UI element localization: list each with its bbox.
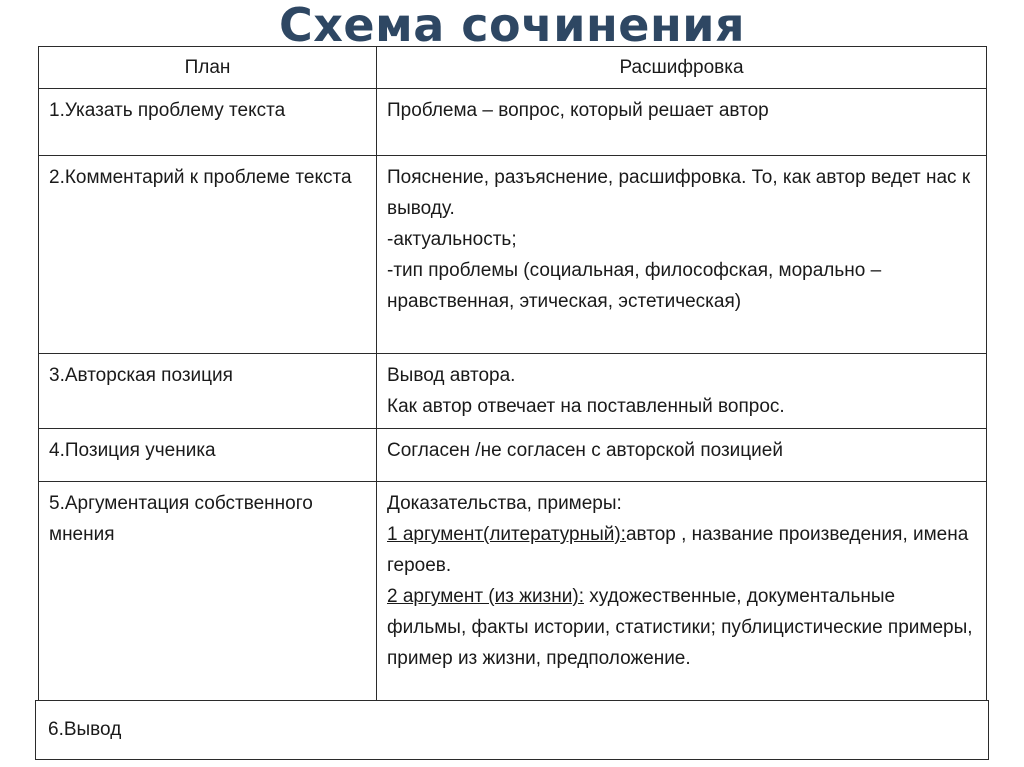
plan-cell-5: 5.Аргументация собственного мнения xyxy=(39,482,377,704)
decoding-cell-2 xyxy=(377,156,987,354)
decoding-line: Вывод автора. xyxy=(387,365,516,386)
table-row xyxy=(39,156,987,354)
decoding-cell-3 xyxy=(377,354,987,429)
table-row xyxy=(39,354,987,429)
decoding-line: Проблема – вопрос, который решает автор xyxy=(387,100,769,121)
argument-2-label: 2 аргумент (из жизни): xyxy=(387,586,584,607)
header-decoding: Расшифровка xyxy=(377,47,987,89)
decoding-cell-1 xyxy=(377,89,987,156)
plan-cell-3: 3.Авторская позиция xyxy=(39,354,377,429)
table-row xyxy=(39,89,987,156)
decoding-intro: Доказательства, примеры: xyxy=(387,493,622,514)
plan-table xyxy=(38,46,987,704)
decoding-cell-5 xyxy=(377,482,987,704)
plan-cell-1: 1.Указать проблему текста xyxy=(39,89,377,156)
decoding-line: Согласен /не согласен с авторской позицией xyxy=(387,440,783,461)
decoding-line: -актуальность; xyxy=(387,229,517,250)
plan-cell-2: 2.Комментарий к проблеме текста xyxy=(39,156,377,354)
decoding-line: Пояснение, разъяснение, расшифровка. То, как автор ведет нас к выводу. xyxy=(387,167,971,219)
decoding-line: Как автор отвечает на поставленный вопрос. xyxy=(387,396,785,417)
decoding-line: -тип проблемы (социальная, философская, морально – нравственная, этическая, эстетическая) xyxy=(387,260,882,312)
argument-2-text: художественные, документальные фильмы, факты истории, статистики; публицистические примеры, пример из жизни, предположение. xyxy=(387,586,973,669)
table-header-row xyxy=(39,47,987,89)
plan-cell-4: 4.Позиция ученика xyxy=(39,429,377,482)
argument-1-text: автор , название произведения, имена героев. xyxy=(387,524,969,576)
argument-1-label: 1 аргумент(литературный): xyxy=(387,524,626,545)
table-row xyxy=(39,482,987,704)
essay-plan-table xyxy=(38,46,986,704)
conclusion-row: 6.Вывод xyxy=(35,700,989,760)
decoding-cell-4 xyxy=(377,429,987,482)
table-row xyxy=(39,429,987,482)
page-title: Схема сочинения xyxy=(279,0,745,52)
header-plan: План xyxy=(39,47,377,89)
